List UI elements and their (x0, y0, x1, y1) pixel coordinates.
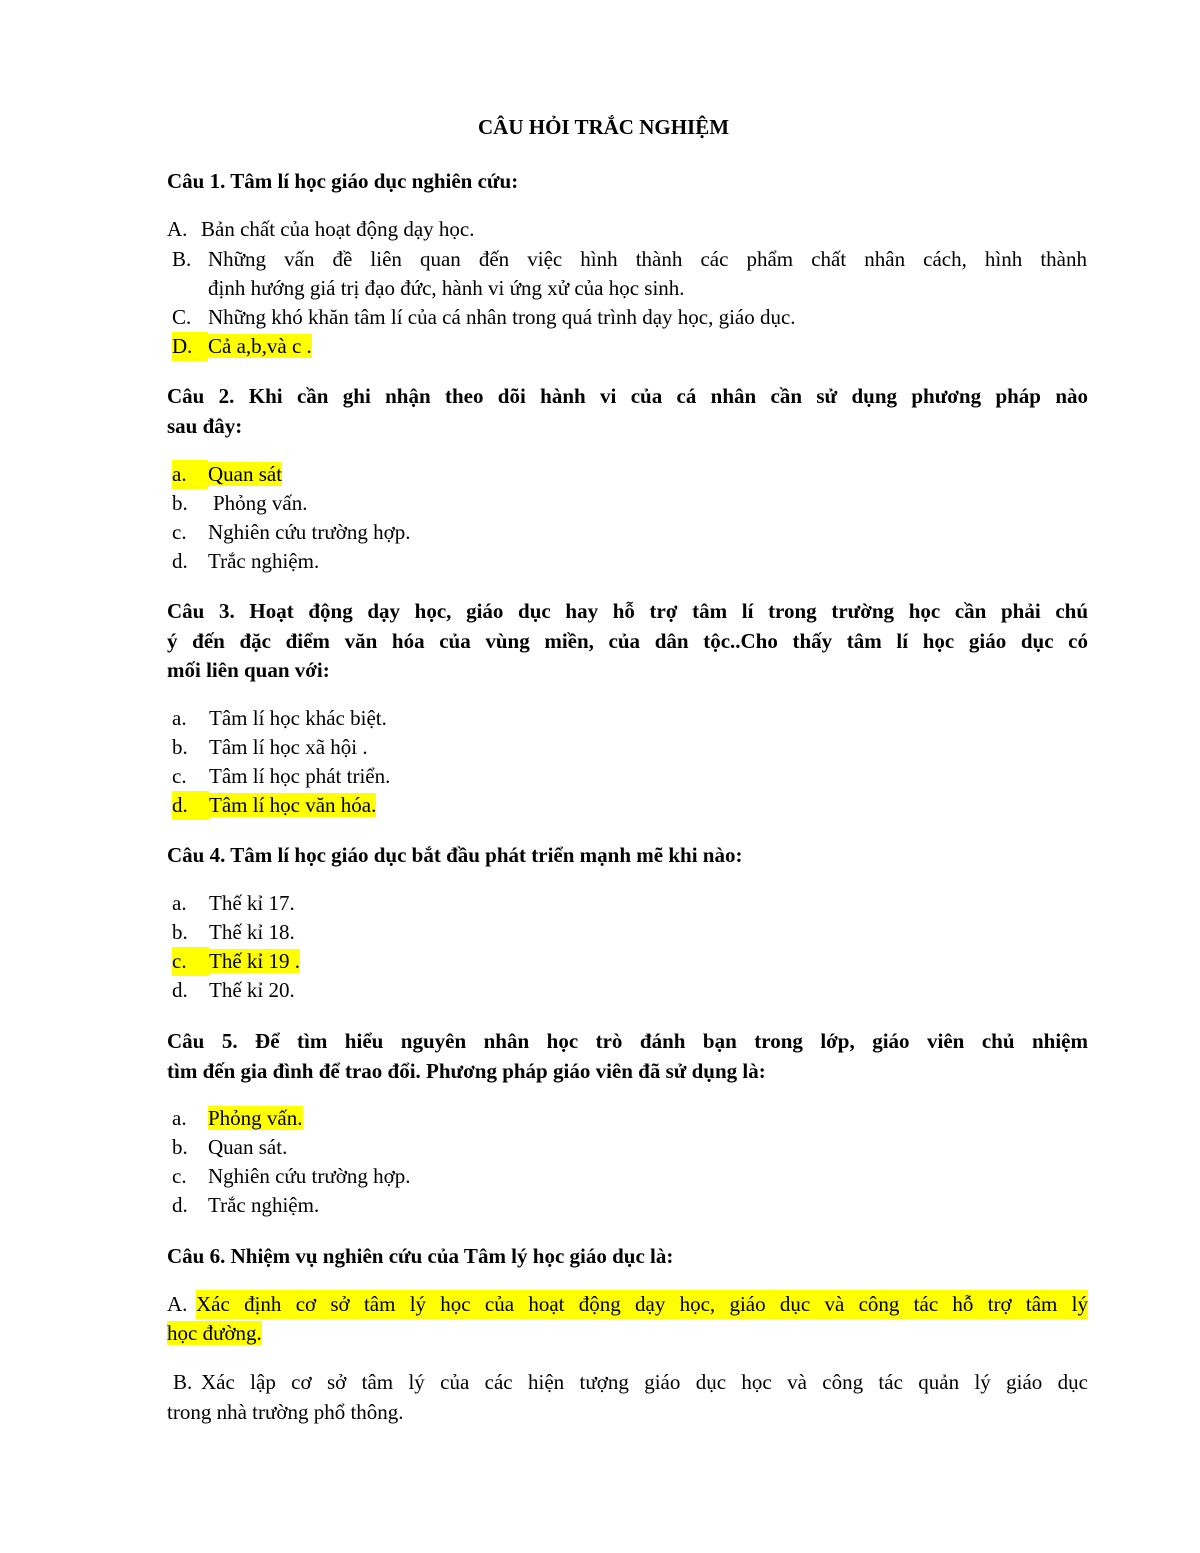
option-2c: c. Nghiên cứu trường hợp. (172, 520, 411, 544)
page-title: CÂU HỎI TRẮC NGHIỆM (478, 115, 730, 139)
option-1b: B. Những vấn đề liên quan đến việc hình thành các phẩm chất nhân cách, hình thành (172, 247, 1087, 271)
option-1a: A. Bản chất của hoạt động dạy học. (167, 217, 475, 241)
option-5d: d. Trắc nghiệm. (172, 1193, 320, 1217)
question-5-line2: tìm đến gia đình để trao đổi. Phương pháp giáo viên đã sử dụng là: (167, 1059, 766, 1083)
question-2: Câu 2. Khi cần ghi nhận theo dõi hành vi của cá nhân cần sử dụng phương pháp nào (167, 384, 1088, 408)
option-4d: d. Thế kỉ 20. (172, 978, 295, 1002)
question-3-line3: mối liên quan với: (167, 658, 330, 682)
option-6b-line2: trong nhà trường phổ thông. (167, 1400, 404, 1424)
option-5a-correct: a. Phỏng vấn. (172, 1106, 303, 1130)
question-6: Câu 6. Nhiệm vụ nghiên cứu của Tâm lý học giáo dục là: (167, 1244, 674, 1268)
option-2b: b. Phỏng vấn. (172, 491, 308, 515)
option-4b: b. Thế kỉ 18. (172, 920, 295, 944)
option-4c-correct: c. Thế kỉ 19 . (172, 947, 300, 976)
option-6b: B. Xác lập cơ sở tâm lý của các hiện tượng giáo dục học và công tác quản lý giáo dục (173, 1370, 1088, 1394)
question-4: Câu 4. Tâm lí học giáo dục bắt đầu phát triển mạnh mẽ khi nào: (167, 843, 743, 867)
option-3b: b. Tâm lí học xã hội . (172, 735, 368, 759)
option-6a-line2: học đường. (167, 1321, 262, 1345)
question-3-line2: ý đến đặc điểm văn hóa của vùng miền, của dân tộc..Cho thấy tâm lí học giáo dục có (167, 629, 1088, 653)
option-2d: d. Trắc nghiệm. (172, 549, 320, 573)
option-6a-correct: A. Xác định cơ sở tâm lý học của hoạt động dạy học, giáo dục và công tác hỗ trợ tâm lý (167, 1290, 1088, 1319)
option-1c: C. Những khó khăn tâm lí của cá nhân trong quá trình dạy học, giáo dục. (172, 305, 796, 329)
option-3c: c. Tâm lí học phát triển. (172, 764, 391, 788)
question-3: Câu 3. Hoạt động dạy học, giáo dục hay hỗ trợ tâm lí trong trường học cần phải chú (167, 599, 1088, 623)
option-3a: a. Tâm lí học khác biệt. (172, 706, 387, 730)
option-5c: c. Nghiên cứu trường hợp. (172, 1164, 411, 1188)
question-2-line2: sau đây: (167, 414, 243, 438)
option-4a: a. Thế kỉ 17. (172, 891, 295, 915)
question-5: Câu 5. Để tìm hiểu nguyên nhân học trò đánh bạn trong lớp, giáo viên chủ nhiệm (167, 1029, 1088, 1053)
option-5b: b. Quan sát. (172, 1135, 288, 1159)
option-3d-correct: d. Tâm lí học văn hóa. (172, 791, 376, 820)
option-1d-correct: D. Cả a,b,và c . (172, 332, 312, 361)
option-1b-line2: định hướng giá trị đạo đức, hành vi ứng xử của học sinh. (208, 276, 685, 300)
option-2a-correct: a. Quan sát (172, 460, 282, 489)
question-1: Câu 1. Tâm lí học giáo dục nghiên cứu: (167, 169, 519, 193)
